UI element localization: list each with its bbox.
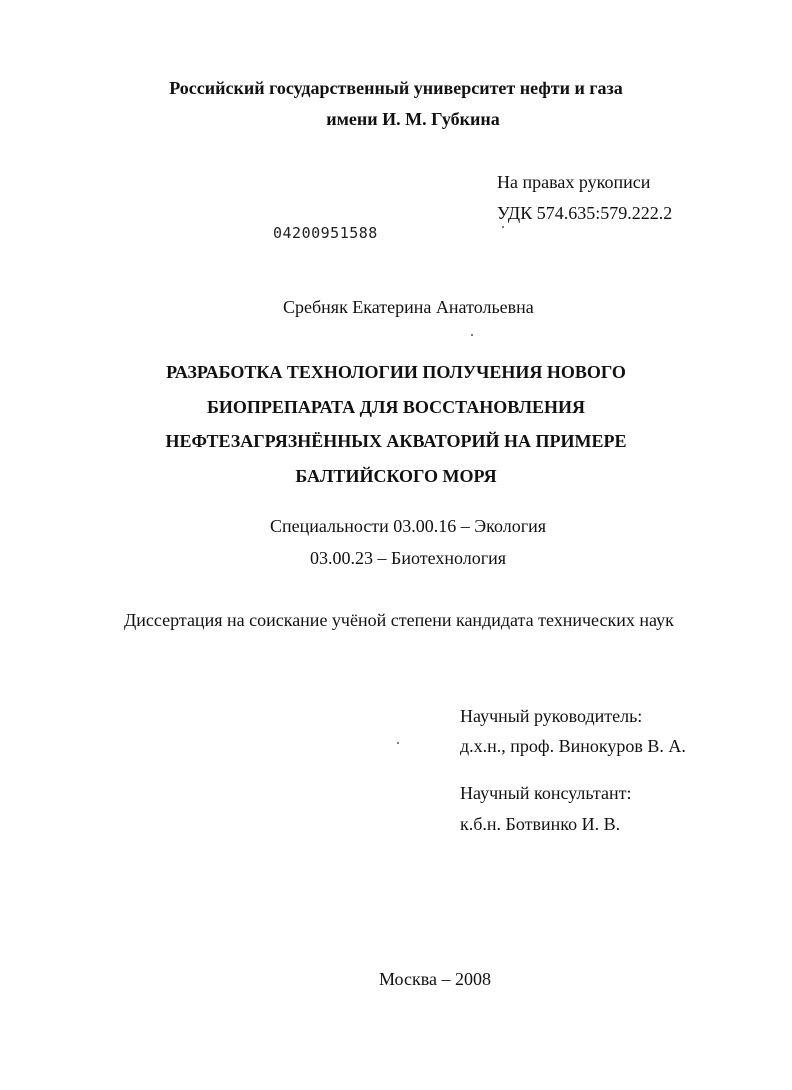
scan-speck — [502, 226, 504, 228]
title-line: БИОПРЕПАРАТА ДЛЯ ВОССТАНОВЛЕНИЯ — [207, 396, 585, 417]
registration-number-stamp: 04200951588 — [273, 224, 378, 242]
consultant-name: к.б.н. Ботвинко И. В. — [460, 814, 621, 834]
supervisor-label: Научный руководитель: — [460, 706, 643, 726]
supervisor-name: д.х.н., проф. Винокуров В. А. — [460, 736, 686, 756]
manuscript-note: На правах рукописи — [497, 172, 651, 192]
university-name-line-1: Российский государственный университет нефти и газа — [169, 78, 623, 98]
scan-speck — [471, 334, 473, 336]
title-line: НЕФТЕЗАГРЯЗНЁННЫХ АКВАТОРИЙ НА ПРИМЕРЕ — [165, 431, 627, 451]
title-line: БАЛТИЙСКОГО МОРЯ — [295, 465, 497, 486]
specialties-line-2: 03.00.23 – Биотехнология — [310, 548, 507, 568]
scan-speck — [397, 742, 399, 744]
author-name: Сребняк Екатерина Анатольевна — [283, 297, 534, 317]
title-line: РАЗРАБОТКА ТЕХНОЛОГИИ ПОЛУЧЕНИЯ НОВОГО — [166, 362, 626, 382]
university-name-line-2: имени И. М. Губкина — [326, 109, 500, 129]
dissertation-title — [0, 355, 792, 493]
specialties-line-1: Специальности 03.00.16 – Экология — [270, 516, 547, 536]
degree-statement: Диссертация на соискание учёной степени кандидата технических наук — [124, 610, 674, 630]
udc-code: УДК 574.635:579.222.2 — [497, 203, 673, 223]
consultant-label: Научный консультант: — [460, 783, 632, 803]
place-and-year: Москва – 2008 — [379, 969, 491, 989]
